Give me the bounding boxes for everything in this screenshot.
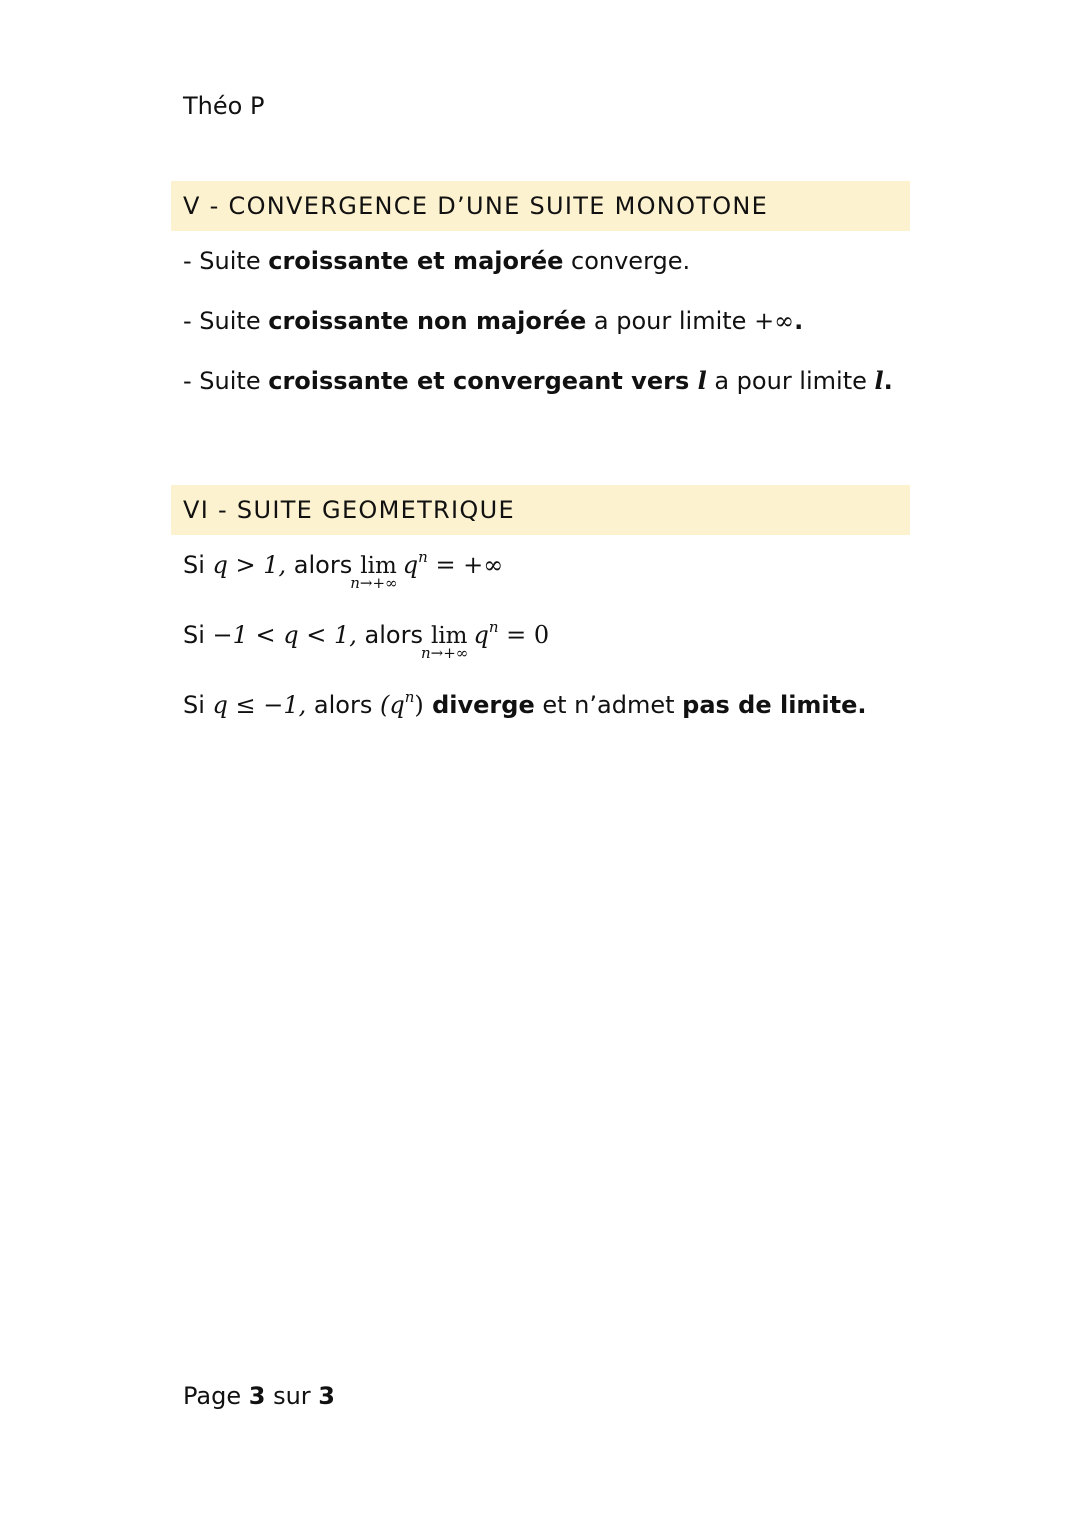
condition: q > 1, bbox=[212, 551, 287, 579]
period: . bbox=[794, 307, 804, 335]
text: a pour limite bbox=[586, 307, 755, 335]
base: q bbox=[402, 551, 419, 579]
bold-text: croissante et majorée bbox=[268, 247, 564, 275]
section-v-item-3 bbox=[183, 365, 893, 397]
text: - Suite bbox=[183, 367, 269, 395]
bold-text: diverge bbox=[423, 691, 535, 719]
sequence-exponent: n bbox=[404, 688, 415, 706]
section-vi-header: VI - SUITE GEOMETRIQUE bbox=[171, 485, 910, 535]
text: - Suite bbox=[183, 247, 269, 275]
section-v-item-1 bbox=[183, 245, 690, 277]
exponent: n bbox=[488, 618, 499, 636]
current-page: 3 bbox=[248, 1382, 266, 1410]
text: alors bbox=[356, 621, 423, 649]
condition: q ≤ −1, bbox=[212, 691, 307, 719]
period: . bbox=[883, 367, 893, 395]
text: et n’admet bbox=[534, 691, 683, 719]
exponent: n bbox=[418, 548, 428, 566]
base: q bbox=[473, 621, 489, 649]
limit-operator bbox=[350, 550, 398, 592]
text: a pour limite bbox=[706, 367, 875, 395]
geometric-rule-1 bbox=[183, 548, 504, 592]
lim-subscript: n→+∞ bbox=[420, 644, 469, 662]
author-name: Théo P bbox=[183, 92, 265, 120]
text: - Suite bbox=[183, 307, 269, 335]
text: Si bbox=[183, 551, 213, 579]
bold-text: croissante et convergeant vers bbox=[268, 367, 698, 395]
condition: −1 < q < 1, bbox=[212, 621, 357, 649]
lim-subscript: n→+∞ bbox=[350, 574, 398, 592]
geometric-rule-2 bbox=[183, 618, 550, 662]
total-pages: 3 bbox=[318, 1382, 335, 1410]
limit-variable: l bbox=[874, 366, 884, 395]
limit-operator bbox=[420, 620, 469, 662]
result: = 0 bbox=[498, 621, 550, 649]
result: = +∞ bbox=[427, 551, 504, 579]
section-v-item-2 bbox=[183, 305, 803, 337]
page-number bbox=[183, 1380, 335, 1412]
lim-label: lim bbox=[360, 553, 397, 579]
text: alors bbox=[286, 551, 353, 579]
text: converge. bbox=[563, 247, 691, 275]
lim-label: lim bbox=[430, 623, 468, 649]
text: alors bbox=[306, 691, 380, 719]
text: Si bbox=[183, 691, 213, 719]
bold-text: croissante non majorée bbox=[268, 307, 587, 335]
infinity-symbol: +∞ bbox=[754, 307, 795, 335]
section-v-header: V - CONVERGENCE D’UNE SUITE MONOTONE bbox=[171, 181, 910, 231]
period: . bbox=[857, 691, 867, 719]
geometric-rule-3 bbox=[183, 689, 867, 721]
text: Si bbox=[183, 621, 213, 649]
text: sur bbox=[265, 1382, 319, 1410]
limit-variable: l bbox=[697, 366, 707, 395]
text: Page bbox=[183, 1382, 249, 1410]
sequence-close: ) bbox=[414, 691, 424, 719]
sequence-open: (q bbox=[379, 691, 405, 719]
bold-text: pas de limite bbox=[682, 691, 858, 719]
